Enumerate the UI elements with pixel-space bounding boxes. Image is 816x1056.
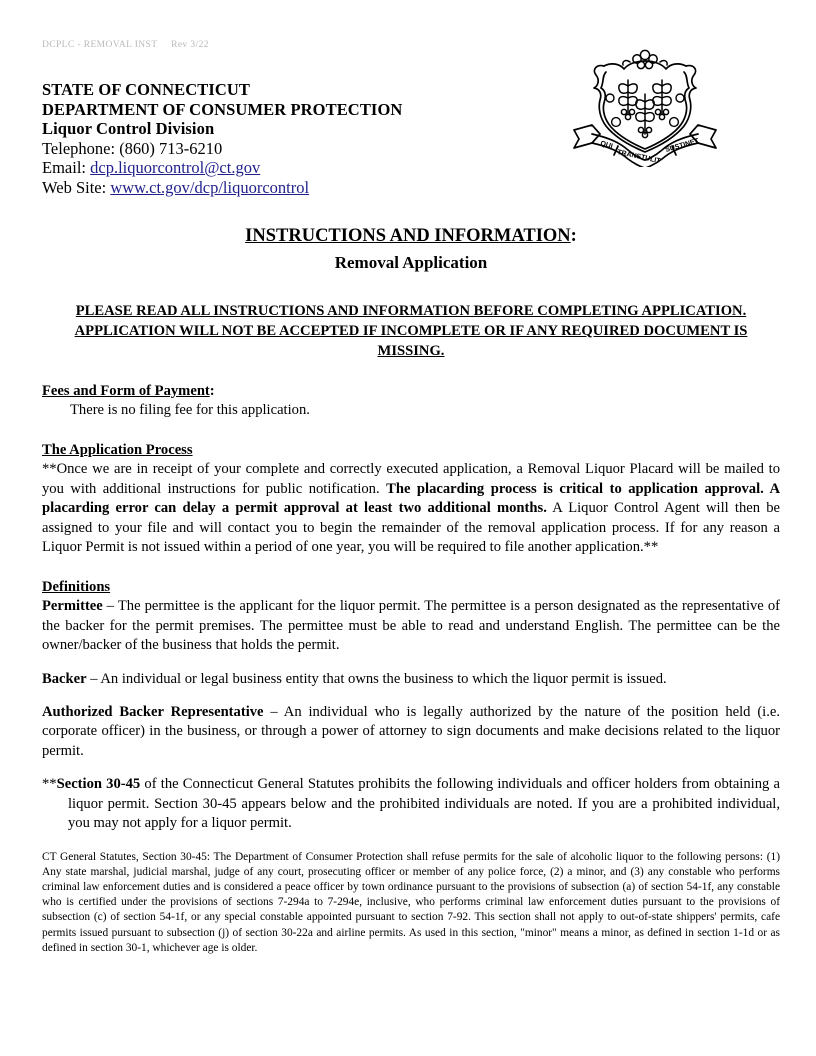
agency-telephone: Telephone: (860) 713-6210 bbox=[42, 138, 223, 158]
website-link[interactable]: www.ct.gov/dcp/liquorcontrol bbox=[110, 177, 310, 197]
definition-permittee bbox=[42, 597, 780, 655]
definition-authorized-backer-representative bbox=[42, 703, 780, 761]
definition-abr-text: – An individual who is legally authorized by the nature of the position held (i.e. corporate officer) in the business, or through a power of attorney to sign documents and make decisions related to the liquor permit. bbox=[42, 704, 781, 759]
website-label: Web Site: bbox=[42, 177, 111, 197]
fees-heading bbox=[42, 383, 780, 400]
application-process-heading bbox=[42, 442, 780, 459]
email-link[interactable]: dcp.liquorcontrol@ct.gov bbox=[90, 158, 261, 177]
agency-line-division: Liquor Control Division bbox=[42, 119, 215, 138]
fees-heading-colon: : bbox=[209, 383, 215, 399]
form-code-label: DCPLC - REMOVAL INST Rev 3/22 bbox=[42, 40, 209, 50]
definition-backer-term: Backer bbox=[42, 670, 87, 687]
email-label: Email: bbox=[42, 158, 91, 177]
process-bold-emphasis: The placarding process is critical to application approval. A placarding error can delay a permit approval at least two additional months. bbox=[42, 480, 780, 517]
process-part-2: A Liquor Control Agent will then be assigned to your file and will contact you to begin the remainder of the removal application process. If for any reason a Liquor Permit is not issued within a period of one year, you will be required to file another application.** bbox=[42, 500, 780, 556]
fees-heading-text: Fees and Form of Payment bbox=[42, 383, 210, 399]
connecticut-state-seal-icon bbox=[570, 42, 720, 167]
svg-text:TRANSTULIT: TRANSTULIT bbox=[616, 149, 662, 166]
fees-text: There is no filing fee for this application. bbox=[70, 402, 310, 418]
page-title bbox=[42, 226, 780, 247]
definition-permittee-term: Permittee bbox=[42, 598, 103, 615]
agency-website-row bbox=[42, 178, 780, 198]
definitions-heading bbox=[42, 579, 780, 596]
read-instructions-notice: PLEASE READ ALL INSTRUCTIONS AND INFORMATION BEFORE COMPLETING APPLICATION. APPLICATION WILL NOT BE ACCEPTED IF INCOMPLETE OR IF ANY REQUIRED DOCUMENT IS MISSING. bbox=[74, 303, 748, 359]
section-30-45-text: of the Connecticut General Statutes prohibits the following individuals and officer holders from obtaining a liquor permit. Section 30-45 appears below and the prohibited individuals are noted. If you are a prohibited individual, you may not apply for a liquor permit. bbox=[68, 776, 780, 832]
application-process-heading-text: The Application Process bbox=[42, 442, 193, 459]
fees-section bbox=[42, 383, 780, 420]
definition-backer-text: – An individual or legal business entity that owns the business to which the liquor permit is issued. bbox=[86, 670, 667, 687]
process-part-1: **Once we are in receipt of your complete and correctly executed application, a Removal Liquor Placard will be mailed to you with additional instructions for public notification. bbox=[42, 461, 780, 497]
page-title-text: INSTRUCTIONS AND INFORMATION bbox=[245, 226, 571, 246]
agency-line-state: STATE OF CONNECTICUT bbox=[42, 80, 250, 99]
agency-line-department: DEPARTMENT OF CONSUMER PROTECTION bbox=[42, 99, 403, 119]
letterhead bbox=[42, 80, 780, 200]
section-30-45-label: Section 30-45 bbox=[56, 776, 141, 793]
svg-text:QUI: QUI bbox=[599, 140, 614, 151]
application-process-section bbox=[42, 442, 780, 557]
page-subtitle: Removal Application bbox=[334, 253, 488, 272]
definitions-section bbox=[42, 579, 780, 761]
definitions-heading-text: Definitions bbox=[42, 579, 111, 596]
svg-text:SUSTINET: SUSTINET bbox=[664, 137, 700, 154]
section-30-45-paragraph bbox=[42, 775, 780, 833]
definition-abr-term: Authorized Backer Representative bbox=[42, 704, 264, 721]
section-30-45-prefix: ** bbox=[42, 776, 57, 793]
application-process-text bbox=[42, 460, 780, 557]
page-title-colon: : bbox=[570, 226, 577, 246]
definition-permittee-text: – The permittee is the applicant for the liquor permit. The permittee is a person designated as the representative of the backer for the permit premises. The permittee must be able to read and understand English. The permittee can be the owner/backer of the business that holds the permit. bbox=[42, 598, 780, 654]
definition-backer bbox=[42, 670, 780, 689]
statute-fine-print: CT General Statutes, Section 30-45: The Department of Consumer Protection shall refuse permits for the sale of alcoholic liquor to the following persons: (1) Any state marshal, judicial marshal, judge of any court, prosecuting officer or member of any police force, (2) a minor, and (3) any constable who performs criminal law enforcement duties and is considered a peace officer by town ordinance pursuant to the provisions of subsection (a) of section 54-1f, any constable who is certified under the provisions of sections 7-294a to 7-294e, inclusive, who performs criminal law enforcement duties pursuant to the provisions of subsection (c) of section 54-1f, or any special constable appointed pursuant to section 7-92. This section shall not apply to out-of-state shippers' permits, cafe permits issued pursuant to subsection (j) of section 30-22a and airline permits. As used in this section, "minor" means a minor, as defined in section 1-1d or as defined in section 30-1, whichever age is older. bbox=[42, 850, 780, 954]
